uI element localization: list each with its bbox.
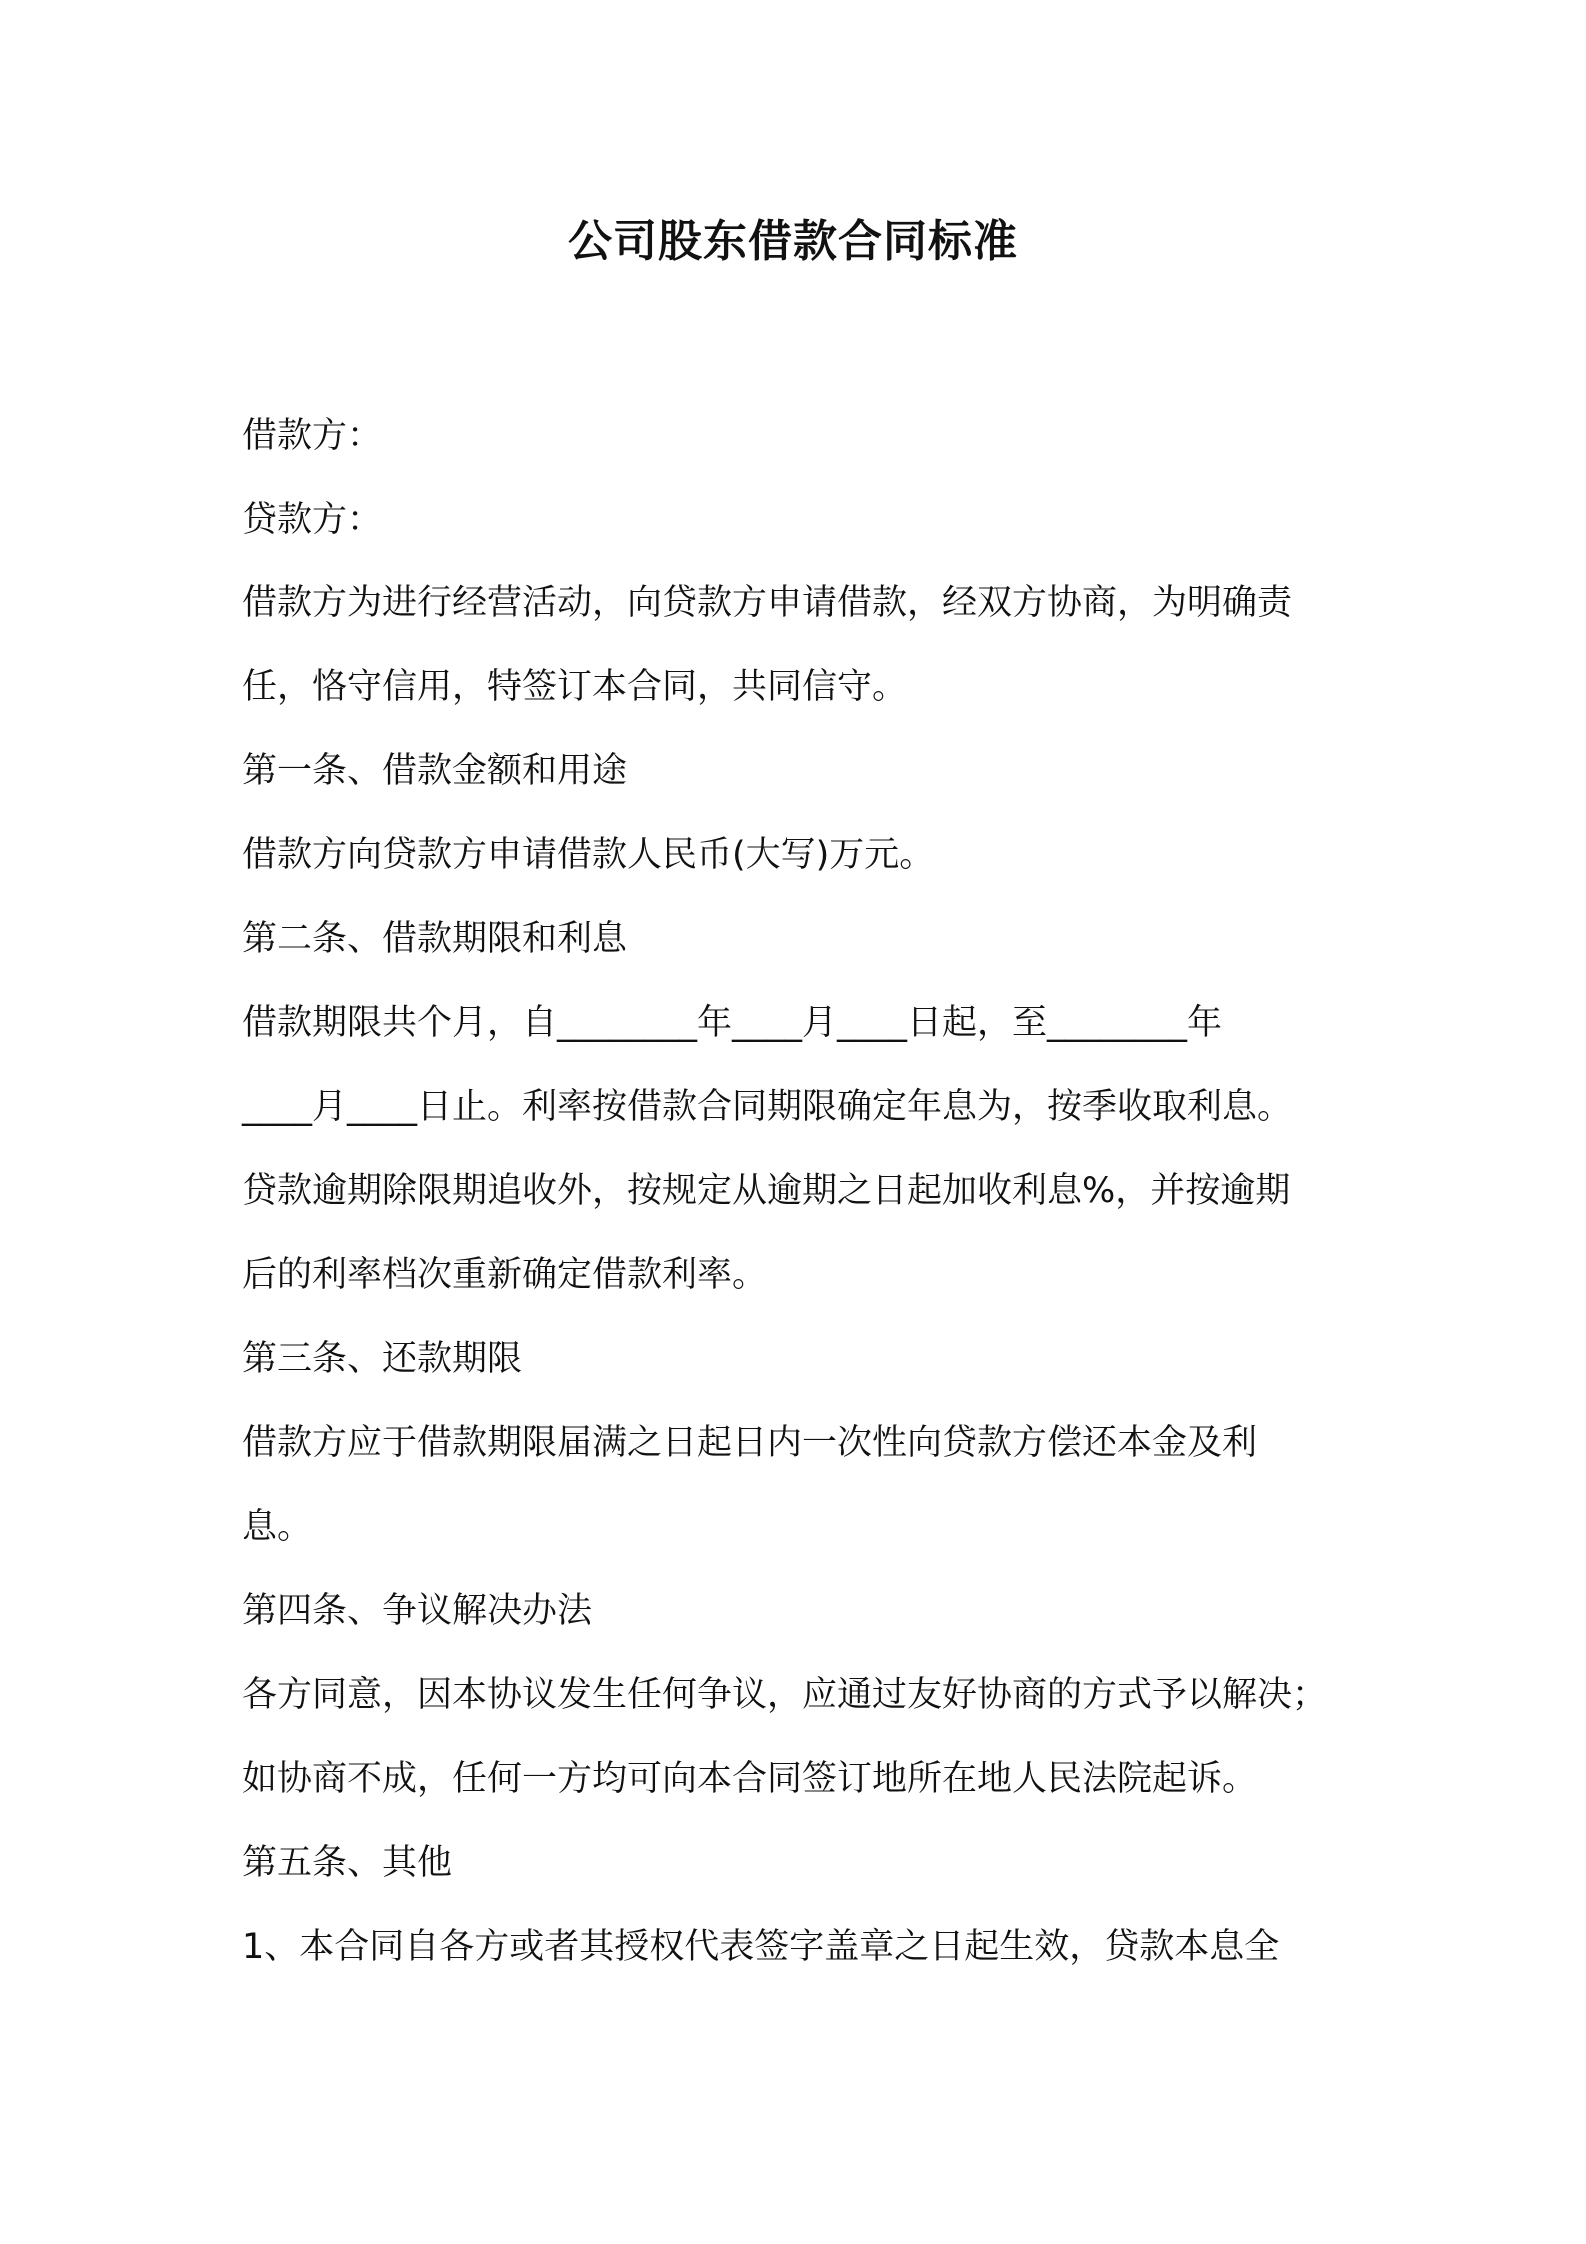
article-3-text-line-1: 借款方应于借款期限届满之日起日内一次性向贷款方偿还本金及利 bbox=[242, 1423, 1258, 1463]
article-3-text-line-2: 息。 bbox=[242, 1507, 313, 1547]
article-2-text-line-1: 借款期限共个月，自________年____月____日起，至________年 bbox=[242, 1003, 1223, 1043]
article-2-text-line-2: ____月____日止。利率按借款合同期限确定年息为，按季收取利息。 bbox=[242, 1087, 1293, 1127]
preamble-line-2: 任，恪守信用，特签订本合同，共同信守。 bbox=[242, 667, 908, 707]
article-2-text-line-4: 后的利率档次重新确定借款利率。 bbox=[242, 1255, 768, 1295]
article-1-heading: 第一条、借款金额和用途 bbox=[242, 751, 628, 791]
article-4-text-line-2: 如协商不成，任何一方均可向本合同签订地所在地人民法院起诉。 bbox=[242, 1759, 1258, 1799]
article-5-item-1: 1、本合同自各方或者其授权代表签字盖章之日起生效，贷款本息全 bbox=[242, 1927, 1280, 1967]
article-2-heading: 第二条、借款期限和利息 bbox=[242, 919, 628, 959]
article-5-heading: 第五条、其他 bbox=[242, 1843, 453, 1883]
article-4-text-line-1: 各方同意，因本协议发生任何争议，应通过友好协商的方式予以解决； bbox=[242, 1675, 1328, 1715]
article-1-text: 借款方向贷款方申请借款人民币(大写)万元。 bbox=[242, 835, 935, 875]
article-2-text-line-3: 贷款逾期除限期追收外，按规定从逾期之日起加收利息%，并按逾期 bbox=[242, 1171, 1291, 1211]
article-4-heading: 第四条、争议解决办法 bbox=[242, 1591, 593, 1631]
document-title: 公司股东借款合同标准 bbox=[568, 216, 1018, 267]
borrower-label: 借款方： bbox=[242, 416, 383, 456]
preamble-line-1: 借款方为进行经营活动，向贷款方申请借款，经双方协商，为明确责 bbox=[242, 583, 1293, 623]
article-3-heading: 第三条、还款期限 bbox=[242, 1339, 523, 1379]
lender-label: 贷款方： bbox=[242, 500, 383, 540]
